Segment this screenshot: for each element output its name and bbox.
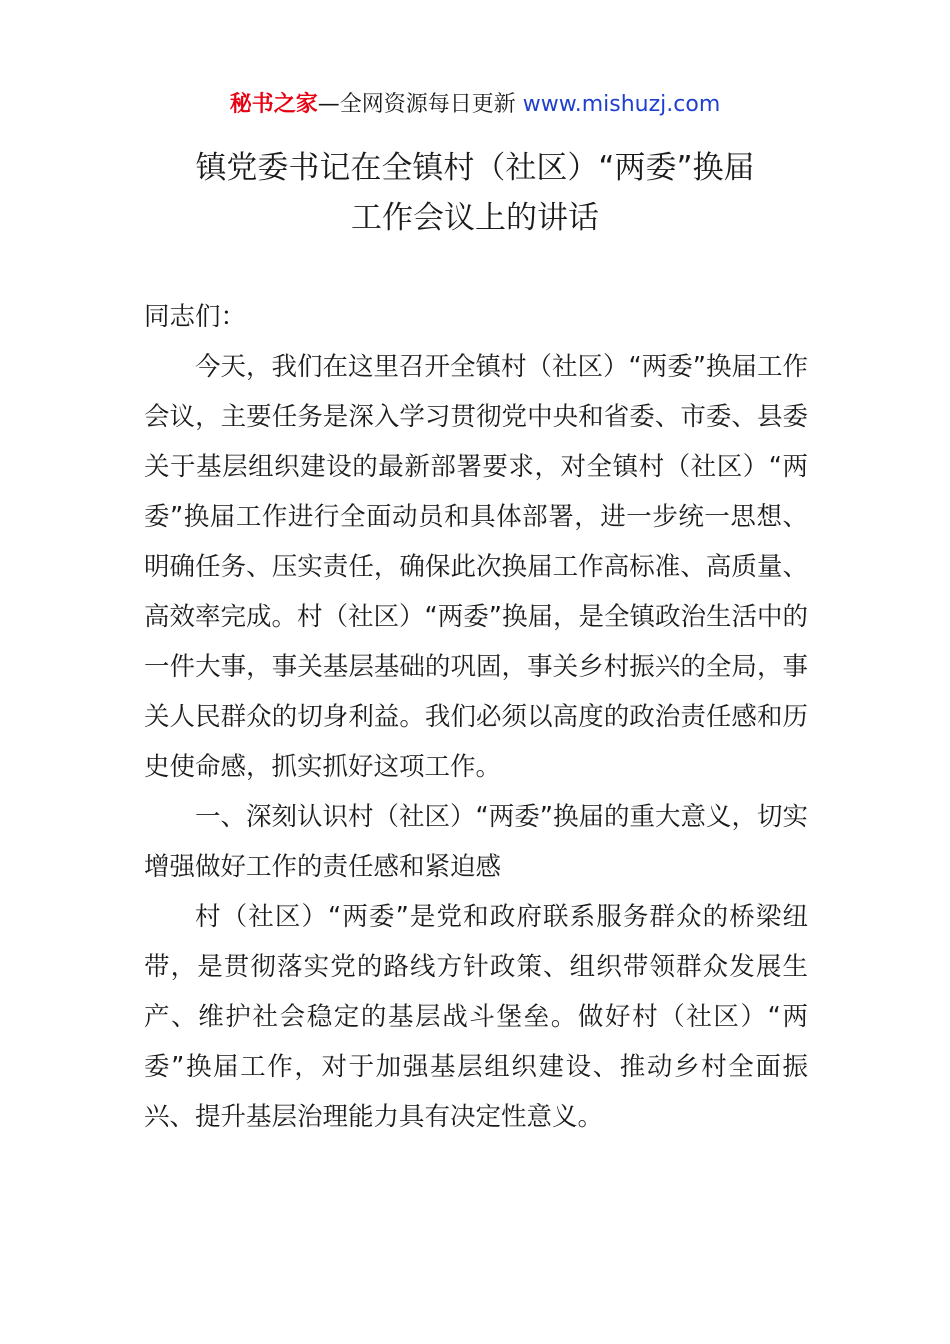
site-header (0, 90, 950, 120)
section-heading-1: 一、深刻认识村（社区）“两委”换届的重大意义，切实增强做好工作的责任感和紧迫感 (144, 802, 808, 882)
document-title-line1: 镇党委书记在全镇村（社区）“两委”换届 (195, 150, 755, 186)
site-tagline: —全网资源每日更新 (317, 92, 523, 117)
site-brand: 秘书之家 (229, 92, 318, 117)
paragraph-section-1: 村（社区）“两委”是党和政府联系服务群众的桥梁纽带，是贯彻落实党的路线方针政策、组织带领群众发展生产、维护社会稳定的基层战斗堡垒。做好村（社区）“两委”换届工作，对于加强基层组织建设、推动乡村全面振兴、提升基层治理能力具有决定性意义。 (144, 902, 808, 1132)
site-url-link[interactable]: www.mishuzj.com (522, 92, 721, 117)
paragraph-intro: 今天，我们在这里召开全镇村（社区）“两委”换届工作会议，主要任务是深入学习贯彻党中央和省委、市委、县委关于基层组织建设的最新部署要求，对全镇村（社区）“两委”换届工作进行全面动员和具体部署，进一步统一思想、明确任务、压实责任，确保此次换届工作高标准、高质量、高效率完成。村（社区）“两委”换届，是全镇政治生活中的一件大事，事关基层基础的巩固，事关乡村振兴的全局，事关人民群众的切身利益。我们必须以高度的政治责任感和历史使命感，抓实抓好这项工作。 (144, 352, 808, 782)
document-body (144, 292, 808, 1142)
salutation: 同志们： (144, 302, 247, 332)
document-title-line2: 工作会议上的讲话 (351, 200, 599, 236)
